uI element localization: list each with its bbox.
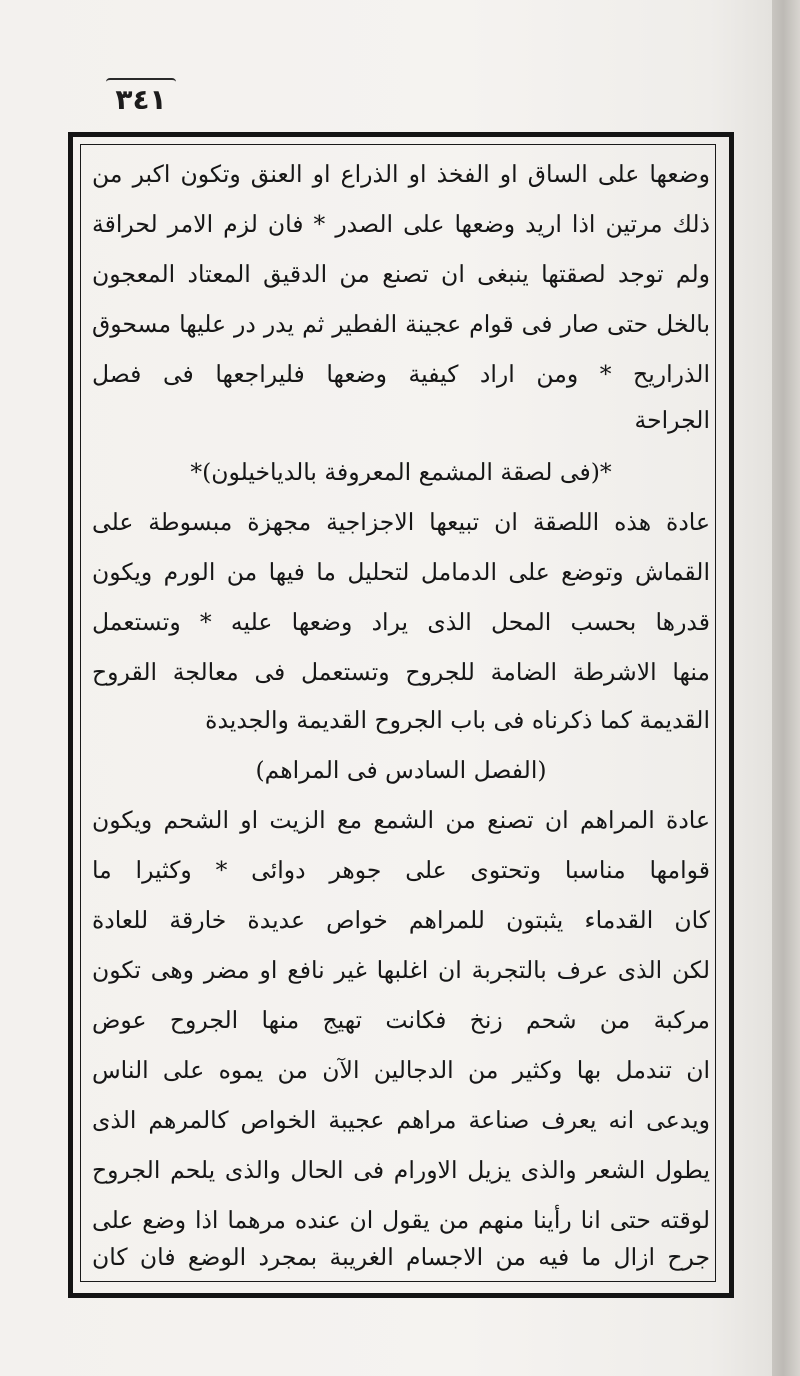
text-line: ذلك مرتين اذا اريد وضعها على الصدر * فان لزم الامر لحراقة xyxy=(92,210,710,238)
page-edge xyxy=(772,0,800,1376)
chapter-heading: (الفصل السادس فى المراهم) xyxy=(255,756,547,784)
text-line: القماش وتوضع على الدمامل لتحليل ما فيها من الورم ويكون xyxy=(92,558,710,586)
text-line: يطول الشعر والذى يزيل الاورام فى الحال والذى يلحم الجروح xyxy=(92,1156,710,1184)
text-line: قوامها مناسبا وتحتوى على جوهر دوائى * وكثيرا ما xyxy=(92,856,710,884)
text-line: كان القدماء يثبتون للمراهم خواص عديدة خارقة للعادة xyxy=(92,906,710,934)
section-heading: *(فى لصقة المشمع المعروفة بالدياخيلون)* xyxy=(190,458,612,486)
text-line: مركبة من شحم زنخ فكانت تهيج منها الجروح عوض xyxy=(92,1006,710,1034)
text-line: ويدعى انه يعرف صناعة مراهم عجيبة الخواص كالمرهم الذى xyxy=(92,1106,710,1134)
text-line: لكن الذى عرف بالتجربة ان اغلبها غير نافع او مضر وهى تكون xyxy=(92,956,710,984)
text-line: بالخل حتى صار فى قوام عجينة الفطير ثم يدر در عليها مسحوق xyxy=(92,310,710,338)
text-line: ولم توجد لصقتها ينبغى ان تصنع من الدقيق المعتاد المعجون xyxy=(92,260,710,288)
text-line: عادة المراهم ان تصنع من الشمع مع الزيت او الشحم ويكون xyxy=(92,806,710,834)
text-line: جرح ازال ما فيه من الاجسام الغريبة بمجرد الوضع فان كان xyxy=(92,1243,710,1271)
text-line: ان تندمل بها وكثير من الدجالين الآن من يموه على الناس xyxy=(92,1056,710,1084)
page-text-block xyxy=(92,150,710,1270)
text-line: الذراريح * ومن اراد كيفية وضعها فليراجعها فى فصل xyxy=(92,360,710,388)
text-line: وضعها على الساق او الفخذ او الذراع او العنق وتكون اكبر من xyxy=(92,160,710,188)
text-line: لوقته حتى انا رأينا منهم من يقول ان عنده مرهما اذا وضع على xyxy=(92,1206,710,1234)
page-number: ٣٤١ xyxy=(106,78,176,120)
text-line: قدرها بحسب المحل الذى يراد وضعها عليه * وتستعمل xyxy=(92,608,710,636)
text-line: القديمة كما ذكرناه فى باب الجروح القديمة والجديدة xyxy=(205,706,710,734)
text-line: منها الاشرطة الضامة للجروح وتستعمل فى معالجة القروح xyxy=(92,658,710,686)
text-line: الجراحة xyxy=(634,406,710,434)
text-line: عادة هذه اللصقة ان تبيعها الاجزاجية مجهزة مبسوطة على xyxy=(92,508,710,536)
